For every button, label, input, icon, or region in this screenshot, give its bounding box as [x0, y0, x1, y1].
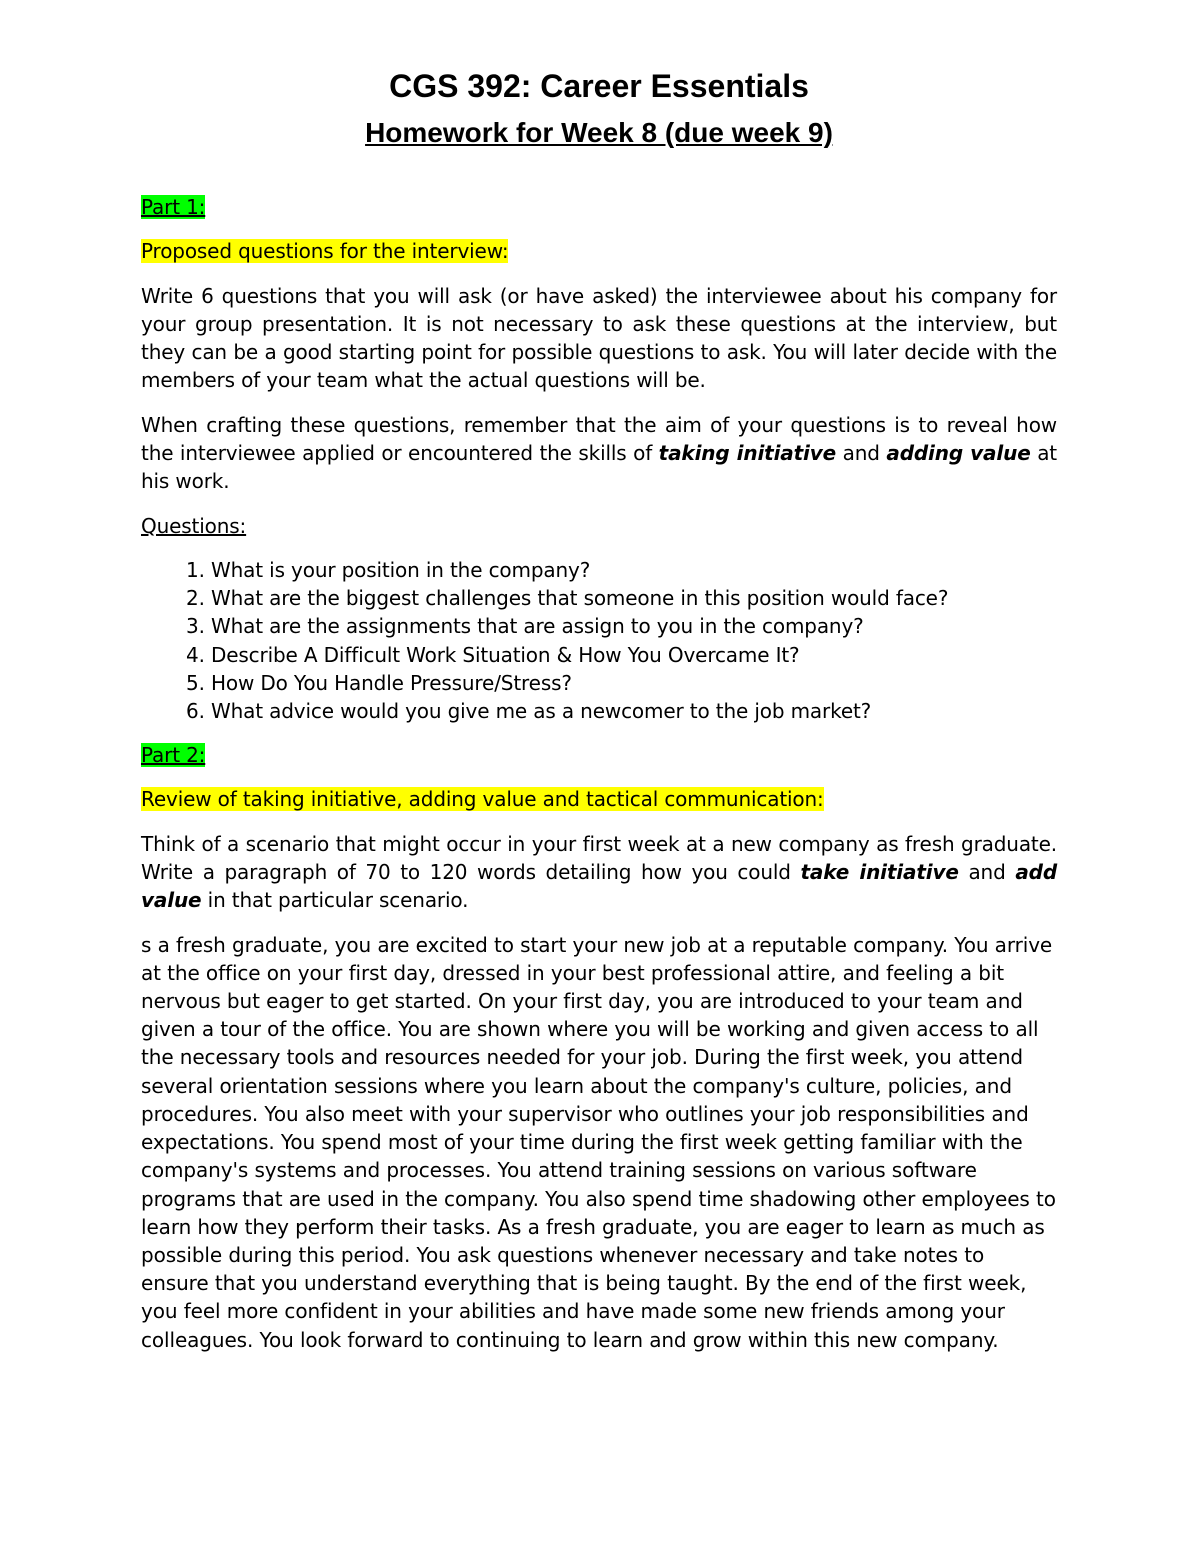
part2-answer: s a fresh graduate, you are excited to start your new job at a reputable company. You arrive at the office on your first day, dressed in your best professional attire, and feeling a bit nervous but eager to get started. On your first day, you are introduced to your team and given a tour of the office. You are shown where you will be working and given access to all the necessary tools and resources needed for your job. During the first week, you attend several orientation sessions where you learn about the company's culture, policies, and procedures. You also meet with your supervisor who outlines your job responsibilities and expectations. You spend most of your time during the first week getting familiar with the company's systems and processes. You attend training sessions on various software programs that are used in the company. You also spend time shadowing other employees to learn how they perform their tasks. As a fresh graduate, you are eager to learn as much as possible during this period. You ask questions whenever necessary and take notes to ensure that you understand everything that is being taught. By the end of the first week, you feel more confident in your abilities and have made some new friends among your colleagues. You look forward to continuing to learn and grow within this new company. [141, 932, 1056, 1352]
part1-aim-skill1: taking initiative [658, 441, 837, 466]
part1-aim-and: and [842, 441, 880, 466]
part2-label: Part 2: [141, 743, 206, 768]
part2-prompt-skill1: take initiative [800, 860, 959, 885]
part1-aim-skill2: adding value [886, 441, 1031, 466]
part1-aim-end: at his work. [141, 441, 1057, 494]
list-item: 1. What is your position in the company? [211, 556, 1057, 584]
part2-prompt-skill2: add value [141, 860, 1057, 913]
part1-aim-intro: When crafting these questions, remember that the aim of your questions is to reveal how the interviewee applied or encountered the skills of [141, 412, 1057, 466]
list-item: 6. What advice would you give me as a newcomer to the job market? [211, 697, 1057, 725]
part2-prompt-end: in that particular scenario. [207, 888, 469, 913]
list-item: 4. Describe A Difficult Work Situation & How You Overcame It? [211, 641, 1057, 669]
list-item: 5. How Do You Handle Pressure/Stress? [211, 669, 1057, 697]
part1-aim [141, 411, 1057, 496]
part1-heading-line [141, 237, 1057, 265]
questions-label: Questions: [141, 513, 247, 538]
document-title: CGS 392: Career Essentials [389, 68, 809, 104]
questions-label-line [141, 512, 1057, 540]
part2-prompt [141, 830, 1057, 915]
part2-prompt-intro: Think of a scenario that might occur in your first week at a new company as fresh graduate. Write a paragraph of 70 to 120 words detailing how you could [141, 831, 1057, 885]
list-item: 3. What are the assignments that are assign to you in the company? [211, 612, 1057, 640]
part2-label-line [141, 741, 1057, 769]
part1-label-line [141, 193, 1057, 221]
document-page [141, 62, 1057, 1354]
document-subtitle: Homework for Week 8 (due week 9) [365, 117, 833, 148]
list-item: 2. What are the biggest challenges that someone in this position would face? [211, 584, 1057, 612]
questions-list [141, 556, 1057, 725]
part2-heading-line [141, 785, 1057, 813]
part1-label: Part 1: [141, 195, 206, 219]
part1-instructions: Write 6 questions that you will ask (or have asked) the interviewee about his company for your group presentation. It is not necessary to ask these questions at the interview, but they can be a good starting point for possible questions to ask. You will later decide with the members of your team what the actual questions will be. [141, 283, 1057, 393]
part1-heading: Proposed questions for the interview: [141, 239, 509, 264]
part2-heading: Review of taking initiative, adding value and tactical communication: [141, 787, 824, 812]
part2-prompt-and: and [968, 860, 1006, 885]
